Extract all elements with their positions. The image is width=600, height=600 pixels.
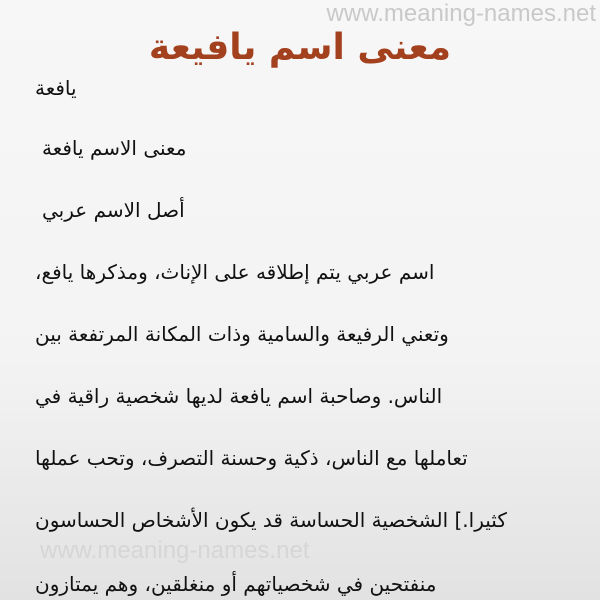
body-line: كثيرا.] الشخصية الحساسة قد يكون الأشخاص الحساسون [35, 508, 507, 532]
watermark-top: www.meaning-names.net [326, 0, 596, 27]
body-line: تعاملها مع الناس، ذكية وحسنة التصرف، وتحب عملها [35, 446, 468, 470]
page-title: معنى اسم يافيعة [148, 27, 452, 68]
meaning-heading: معنى الاسم يافعة [42, 136, 187, 160]
body-line: منفتحين في شخصياتهم أو منغلقين، وهم يمتازون [35, 572, 437, 596]
body-line: وتعني الرفيعة والسامية وذات المكانة المرتفعة بين [35, 322, 449, 346]
body-line: الناس. وصاحبة اسم يافعة لديها شخصية راقية في [35, 384, 443, 408]
body-line: اسم عربي يتم إطلاقه على الإناث، ومذكرها يافع، [35, 260, 435, 284]
origin-label: أصل الاسم عربي [42, 198, 185, 222]
name-label: يافعة [35, 76, 77, 100]
watermark-bottom: www.meaning-names.net [40, 537, 310, 564]
